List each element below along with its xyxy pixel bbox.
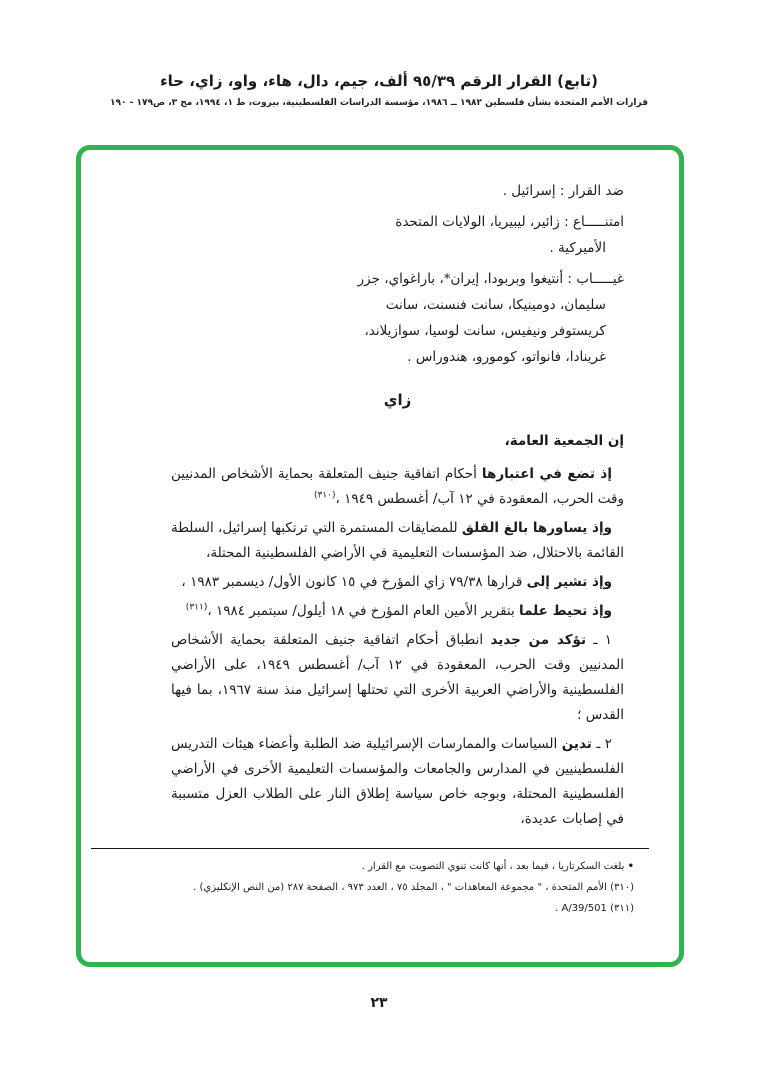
paragraph-lead: وإذ يساورها بالغ القلق: [461, 520, 612, 536]
page-number: ٢٣: [370, 995, 388, 1011]
paragraph-lead: وإذ تحيط علما: [519, 603, 612, 619]
opening-line: إن الجمعية العامة،: [504, 433, 624, 449]
paragraph-lead: إذ تضع في اعتبارها: [481, 466, 612, 482]
footnote-text: A/39/501 .: [555, 903, 607, 914]
paragraph-body: بتقرير الأمين العام المؤرخ في ١٨ أيلول/ سبتمبر ١٩٨٤ ،: [207, 603, 515, 619]
paragraph-lead: تدين: [561, 736, 592, 752]
vote-results-block: [350, 178, 624, 370]
footnote-marker: (٣١٠): [610, 882, 634, 893]
footnote-text: بلغت السكرتاريا ، فيما بعد ، أنها كانت تنوي التصويت مع القرار .: [361, 861, 625, 872]
footnote-310: [171, 880, 634, 895]
footnote-marker: (٣١١): [610, 903, 634, 914]
document-content: [81, 150, 679, 916]
paragraph-body: أحكام اتفاقية جنيف المتعلقة بحماية الأشخاص المدنيين وقت الحرب، المعقودة في ١٢ آب/ أغسطس ١٩٤٩ ،: [171, 466, 624, 507]
paragraph-lead: وإذ تشير إلى: [526, 574, 612, 590]
footnote-ref: (٣١١): [185, 602, 208, 613]
footnote-divider-rule: [91, 848, 649, 849]
vote-against-line: ضد القرار : إسرائيل .: [502, 183, 624, 199]
green-frame: [76, 145, 684, 967]
paragraph-body: للمضايقات المستمرة التي ترتكبها إسرائيل، السلطة القائمة بالاحتلال، ضد المؤسسات التعليمية في الأراضي الفلسطينية المحتلة،: [171, 520, 624, 561]
footnote-asterisk: [171, 859, 634, 874]
footnote-ref: (٣١٠): [313, 490, 336, 501]
page-header-source: قرارات الأمم المتحدة بشأن فلسطين ١٩٨٢ ــ ١٩٨٦، مؤسسة الدراسات الفلسطينية، بيروت، ط ١، ١٩٩٤، مج ٣، ص١٧٩ - ١٩٠: [110, 98, 648, 108]
section-heading: زاي: [383, 391, 412, 409]
preamble-paragraph-4: [171, 599, 624, 624]
paragraph-lead: تؤكد من جديد: [490, 632, 587, 648]
paragraph-body: انطباق أحكام اتفاقية جنيف المتعلقة بحماية الأشخاص المدنيين وقت الحرب، المعقودة في ١٢ آب/ أغسطس ١٩٤٩، على الأراضي الفلسطينية والأراضي العربية الأخرى التي تحتلها إسرائيل منذ سنة ١٩٦٧، بما فيها القدس ؛: [171, 632, 624, 723]
vote-abstain-line: امتنـــــاع : زائير، ليبيريا، الولايات المتحدة الأميركية .: [395, 214, 624, 256]
preamble-paragraph-2: [171, 516, 624, 566]
paragraph-number: ٢ ـ: [596, 736, 613, 752]
paragraph-body: السياسات والممارسات الإسرائيلية ضد الطلبة وأعضاء هيئات التدريس الفلسطينيين في المدارس والجامعات والمؤسسات التعليمية الأخرى في الأراضي الفلسطينية المحتلة، وبوجه خاص سياسة إطلاق النار على الطلاب العزل متسببة في إصابات عديدة،: [171, 736, 624, 827]
footnote-311: [171, 901, 634, 916]
operative-paragraph-1: [171, 628, 624, 728]
page-header-title: (تابع) القرار الرقم ٩٥/٣٩ ألف، جيم، دال، هاء، واو، زاي، حاء: [159, 72, 599, 90]
footnotes-block: [171, 859, 634, 916]
footnote-marker: •: [627, 861, 634, 872]
vote-absent-line: غيـــــاب : أنتيغوا وبربودا، إيران*، باراغواي، جزر سليمان، دومينيكا، سانت فنسنت، سانت كريستوفر ونيفيس، سانت لوسيا، سوازيلاند، غرينادا، فانواتو، كومورو، هندوراس .: [357, 271, 624, 365]
operative-paragraph-2: [171, 732, 624, 832]
preamble-paragraph-1: [171, 462, 624, 512]
preamble-paragraph-3: [171, 570, 624, 595]
footnote-text: الأمم المتحدة ، " مجموعة المعاهدات " ، المجلد ٧٥ ، العدد ٩٧٣ ، الصفحة ٢٨٧ (من النص الإنكليزي) .: [193, 882, 607, 893]
paragraph-number: ١ ـ: [593, 632, 613, 648]
paragraph-body: قرارها ٧٩/٣٨ زاي المؤرخ في ١٥ كانون الأول/ ديسمبر ١٩٨٣ ،: [181, 574, 523, 590]
